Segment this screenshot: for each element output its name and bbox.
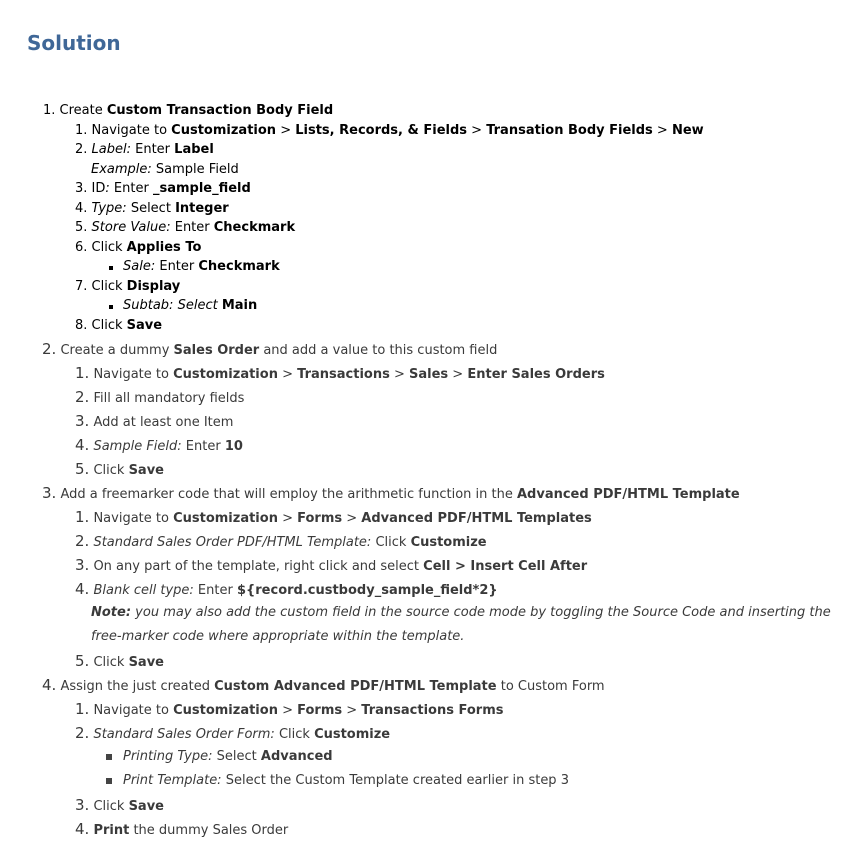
code-snippet: ${record.custbody_sample_field*2} [236,583,498,598]
step-number: 3. [75,181,88,196]
list-item [75,413,233,431]
step-bold: Display [126,279,181,294]
step-text: Click [274,727,315,742]
step-number: 5. [75,220,88,235]
step-number: 4. [75,436,90,454]
step-number: 1. [43,103,56,118]
step-bold: 10 [224,439,243,454]
field-label: Store Value: [91,220,171,235]
sub-item [123,749,333,765]
step-bold: Save [128,799,164,814]
list-item [75,220,295,236]
list-item [75,797,164,815]
separator: > [342,511,362,526]
nav-forms: Forms [297,703,343,718]
separator: > [652,123,672,138]
step-text: Assign the just created [60,679,215,694]
list-item [75,581,498,599]
step-bold: Checkmark [213,220,296,235]
separator: > [467,123,487,138]
list-item [75,201,229,217]
step-number: 3. [75,412,90,430]
step-bold: Integer [175,201,229,216]
bullet-icon [106,778,112,784]
step-number: 4. [75,580,90,598]
step-bold: Custom Advanced PDF/HTML Template [214,679,497,694]
step-bold: Save [128,655,164,670]
field-label: ID [91,181,106,196]
field-label: Printing Type: [123,749,213,764]
step-bold: Advanced [260,749,333,764]
step-text: Create [59,103,107,118]
bullet-icon [106,754,112,760]
list-item [75,240,201,256]
list-item [75,701,504,719]
nav-new: New [671,123,704,138]
note-paragraph [91,601,839,649]
bullet-icon [109,305,113,309]
separator: > [277,367,298,382]
list-item [75,821,288,839]
step-text: On any part of the template, right click and select [93,559,424,574]
nav-sales: Sales [409,367,449,382]
step-number: 2. [75,724,90,742]
separator: > [448,367,468,382]
separator: > [277,703,298,718]
step-number: 3. [75,556,90,574]
example-value: Sample Field [151,162,239,177]
field-label: Standard Sales Order PDF/HTML Template: [93,535,372,550]
step-text: Add at least one Item [93,415,234,430]
step-number: 1. [75,364,90,382]
step-text: Click [93,655,129,670]
field-label: Sample Field: [93,439,182,454]
list-item [75,142,214,158]
step-text: Click [371,535,411,550]
field-label: Standard Sales Order Form: [93,727,275,742]
step-number: 3. [42,484,57,502]
step-text: Click [93,799,129,814]
step-text: Fill all mandatory fields [93,391,245,406]
step-text: Create a dummy [60,343,174,358]
separator: > [277,511,298,526]
list-item [75,279,180,295]
list-item [75,509,592,527]
step-text: Click [91,240,127,255]
step-text: Select [126,201,176,216]
step-bold: Advanced PDF/HTML Template [516,487,740,502]
step-bold: Save [128,463,164,478]
step-number: 4. [75,201,88,216]
step-text: Click [93,463,129,478]
step-text: Enter [109,181,153,196]
step-bold: Sales Order [173,343,260,358]
list-item [75,725,390,743]
sub-item [123,259,280,275]
step-text: Enter [181,439,225,454]
step-text: Enter [131,142,175,157]
list-item [42,341,497,359]
step-bold: _sample_field [152,181,251,196]
step-number: 8. [75,318,88,333]
step-text: Navigate to [93,511,174,526]
step-text: Select the Custom Template created earlier in step 3 [221,773,569,788]
step-bold: Print [93,823,130,838]
list-item [75,365,605,383]
step-text: Select [212,749,261,764]
field-label: Subtab: [123,298,174,313]
step-text: Navigate to [93,367,174,382]
step-number: 5. [75,460,90,478]
step-bold: Custom Transaction Body Field [106,103,334,118]
separator: > [276,123,296,138]
nav-customization: Customization [173,367,278,382]
colon: : [105,181,110,196]
page-title: Solution [27,31,121,55]
step-bold: Applies To [126,240,202,255]
field-label: Label: [91,142,131,157]
step-number: 7. [75,279,88,294]
nav-customization: Customization [173,511,278,526]
nav-lists-records-fields: Lists, Records, & Fields [295,123,468,138]
step-text: Add a freemarker code that will employ the arithmetic function in the [60,487,517,502]
step-number: 5. [75,652,90,670]
list-item [75,461,164,479]
field-label: Sale: [123,259,156,274]
note-text: you may also add the custom field in the source code mode by toggling the Source Code and inserting the free-marker code where appropriate within the template. [91,605,831,644]
list-item [75,653,164,671]
step-bold: Customize [314,727,391,742]
list-item [75,123,704,139]
list-item [75,389,244,407]
list-item [75,318,162,334]
step-bold: Label [174,142,214,157]
nav-customization: Customization [173,703,278,718]
step-text: Click [91,318,127,333]
step-number: 2. [42,340,57,358]
step-text: Select [173,298,222,313]
step-text: Navigate to [91,123,172,138]
step-text: and add a value to this custom field [259,343,498,358]
list-item [42,677,605,695]
step-number: 1. [75,508,90,526]
note-label: Note: [91,605,132,620]
nav-enter-sales-orders: Enter Sales Orders [467,367,605,382]
list-item [75,533,487,551]
separator: > [389,367,410,382]
field-label: Type: [91,201,127,216]
list-item [75,181,251,197]
field-label: Blank cell type: [93,583,194,598]
nav-transactions: Transactions [297,367,390,382]
step-bold: Checkmark [198,259,280,274]
list-item [43,103,333,119]
step-number: 3. [75,796,90,814]
list-item [75,437,243,455]
step-number: 4. [75,820,90,838]
step-text: Navigate to [93,703,174,718]
step-number: 2. [75,388,90,406]
step-number: 1. [75,123,88,138]
nav-customization: Customization [171,123,277,138]
example-line [91,162,239,178]
step-text: Enter [155,259,199,274]
step-bold: Customize [410,535,487,550]
list-item [42,485,740,503]
step-text: the dummy Sales Order [129,823,289,838]
nav-advanced-pdf-html-templates: Advanced PDF/HTML Templates [361,511,592,526]
field-label: Print Template: [123,773,222,788]
step-number: 4. [42,676,57,694]
step-bold: Cell > Insert Cell After [423,559,588,574]
nav-transactions-forms: Transactions Forms [361,703,504,718]
step-number: 6. [75,240,88,255]
sub-item [123,298,257,314]
bullet-icon [109,266,113,270]
step-text: to Custom Form [496,679,605,694]
separator: > [342,703,362,718]
nav-forms: Forms [297,511,343,526]
step-text: Click [91,279,127,294]
list-item [75,557,587,575]
step-number: 2. [75,532,90,550]
sub-item [123,773,569,789]
step-text: Enter [170,220,214,235]
step-number: 1. [75,700,90,718]
step-number: 2. [75,142,88,157]
nav-transaction-body-fields: Transation Body Fields [486,123,653,138]
step-bold: Main [221,298,258,313]
step-text: Enter [193,583,237,598]
example-label: Example: [91,162,152,177]
step-bold: Save [126,318,163,333]
